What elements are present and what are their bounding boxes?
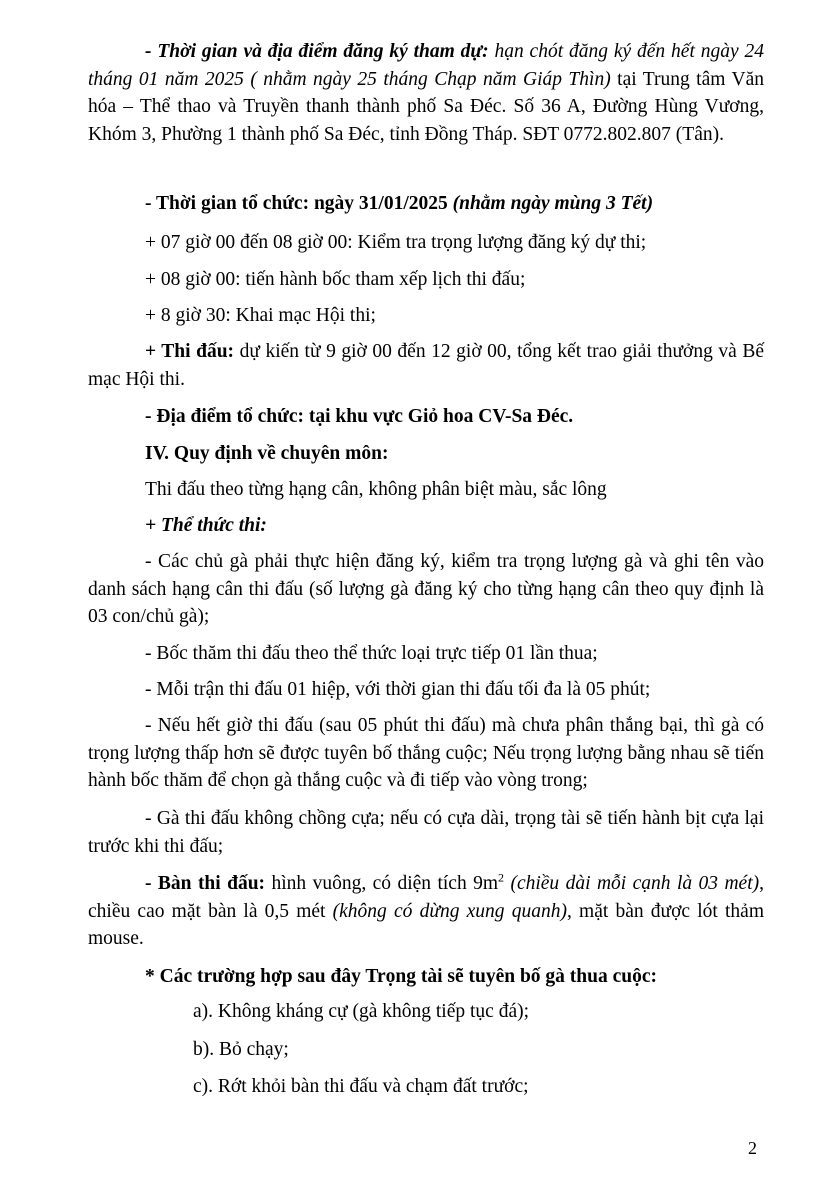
venue-line: - Địa điểm tổ chức: tại khu vực Giỏ hoa CV-Sa Đéc. bbox=[145, 406, 574, 427]
rule-1: - Các chủ gà phải thực hiện đăng ký, kiểm tra trọng lượng gà và ghi tên vào danh sách hạng cân thi đấu (số lượng gà đăng ký cho từng hạng cân theo quy định là 03 con/chủ gà); bbox=[88, 551, 764, 627]
rule-2: - Bốc thăm thi đấu theo thể thức loại trực tiếp 01 lần thua; bbox=[145, 643, 598, 664]
table-side-length: (chiều dài mỗi cạnh là 03 mét) bbox=[504, 873, 760, 894]
table-height-text: , chiều cao mặt bàn là 0,5 mét bbox=[88, 873, 764, 922]
rule-5: - Gà thi đấu không chồng cựa; nếu có cựa dài, trọng tài sẽ tiến hành bịt cựa lại trước khi thi đấu; bbox=[88, 808, 764, 857]
schedule-item-2: + 08 giờ 00: tiến hành bốc tham xếp lịch thi đấu; bbox=[145, 269, 526, 290]
lose-case-b: b). Bỏ chạy; bbox=[193, 1039, 289, 1060]
lose-cases-heading: * Các trường hợp sau đây Trọng tài sẽ tuyên bố gà thua cuộc: bbox=[145, 966, 657, 987]
table-paragraph bbox=[88, 870, 764, 953]
page-number: 2 bbox=[748, 1138, 757, 1158]
table-surface-text: , mặt bàn được lót thảm mouse. bbox=[88, 900, 765, 949]
weight-class-note: Thi đấu theo từng hạng cân, không phân biệt màu, sắc lông bbox=[145, 479, 607, 500]
lose-case-c: c). Rớt khỏi bàn thi đấu và chạm đất trước; bbox=[193, 1076, 529, 1097]
table-area-superscript: 2 bbox=[498, 870, 505, 885]
rule-4: - Nếu hết giờ thi đấu (sau 05 phút thi đấu) mà chưa phân thắng bại, thì gà có trọng lượng thấp hơn sẽ được tuyên bố thắng cuộc; Nếu trọng lượng bằng nhau sẽ tiến hành bốc thăm để chọn gà thắng cuộc và đi tiếp vào vòng trong; bbox=[88, 715, 764, 791]
format-heading: + Thể thức thi: bbox=[145, 515, 267, 536]
match-paragraph bbox=[88, 338, 764, 393]
organization-time-lunar: (nhằm ngày mùng 3 Tết) bbox=[447, 193, 654, 214]
table-label: - Bàn thi đấu: bbox=[145, 873, 266, 894]
schedule-item-3: + 8 giờ 30: Khai mạc Hội thi; bbox=[145, 305, 376, 326]
registration-paragraph bbox=[88, 38, 764, 148]
match-text: dự kiến từ 9 giờ 00 đến 12 giờ 00, tổng kết trao giải thưởng và Bế mạc Hội thi. bbox=[88, 341, 764, 390]
registration-label: - Thời gian và địa điểm đăng ký tham dự: bbox=[145, 41, 489, 62]
registration-location: tại Trung tâm Văn hóa – Thể thao và Truyền thanh thành phố Sa Đéc. Số 36 A, Đường Hùng Vương, Khóm 3, Phường 1 thành phố Sa Đéc, tỉnh Đồng Tháp. SĐT 0772.802.807 (Tân). bbox=[88, 68, 765, 145]
organization-time bbox=[88, 190, 764, 218]
registration-deadline: hạn chót đăng ký đến hết ngày 24 tháng 01 năm 2025 ( nhằm ngày 25 tháng Chạp năm Giáp Thìn) bbox=[88, 41, 764, 90]
section-heading-iv: IV. Quy định về chuyên môn: bbox=[145, 443, 389, 464]
organization-time-label: - Thời gian tổ chức: ngày 31/01/2025 bbox=[145, 193, 448, 214]
schedule-item-1: + 07 giờ 00 đến 08 giờ 00: Kiểm tra trọng lượng đăng ký dự thi; bbox=[145, 232, 647, 253]
table-no-surround: (không có dừng xung quanh) bbox=[325, 900, 567, 922]
table-area-text: hình vuông, có diện tích 9m bbox=[265, 873, 499, 894]
rule-3: - Mỗi trận thi đấu 01 hiệp, với thời gian thi đấu tối đa là 05 phút; bbox=[145, 679, 651, 700]
lose-case-a: a). Không kháng cự (gà không tiếp tục đá); bbox=[193, 1001, 530, 1022]
match-label: + Thi đấu: bbox=[145, 341, 235, 362]
